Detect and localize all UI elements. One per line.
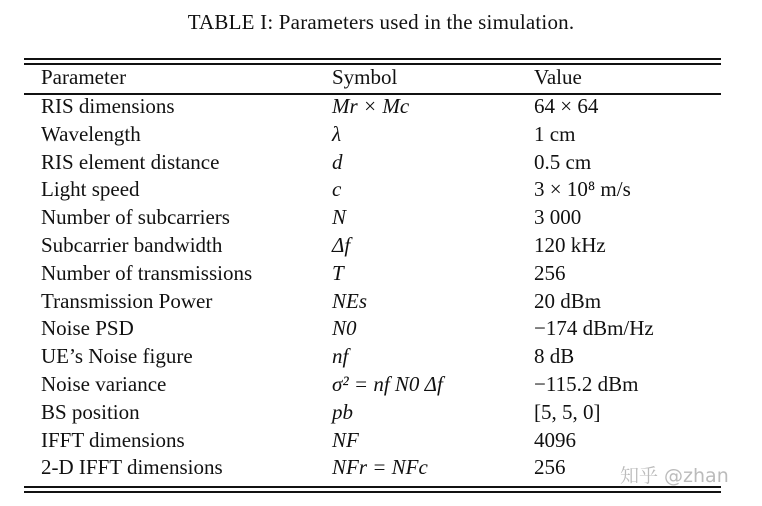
row-13-symbol: NF [332, 428, 359, 452]
row-9-parameter: Noise PSD [41, 316, 134, 340]
row-6-symbol: Δf [332, 233, 351, 257]
row-5-symbol: N [332, 205, 347, 229]
row-4-value: 3 × 10⁸ m/s [534, 177, 631, 201]
row-6-parameter: Subcarrier bandwidth [41, 233, 223, 257]
row-11-parameter: Noise variance [41, 372, 167, 396]
row-9-symbol: N0 [332, 316, 357, 340]
header-value: Value [534, 65, 582, 89]
watermark: 知乎 @zhan [620, 465, 729, 487]
row-2-parameter: Wavelength [41, 122, 141, 146]
row-13-parameter: IFFT dimensions [41, 428, 185, 452]
row-9-value: −174 dBm/Hz [534, 316, 654, 340]
row-10-symbol: nf [332, 344, 349, 368]
row-3-parameter: RIS element distance [41, 150, 220, 174]
table-caption: TABLE I: Parameters used in the simulation. [187, 10, 575, 34]
row-12-value: [5, 5, 0] [534, 400, 601, 424]
row-5-parameter: Number of subcarriers [41, 205, 230, 229]
row-6-value: 120 kHz [534, 233, 606, 257]
row-14-symbol: NFr = NFc [332, 455, 428, 479]
row-7-symbol: T [332, 261, 344, 285]
header-parameter: Parameter [41, 65, 127, 89]
row-5-value: 3 000 [534, 205, 582, 229]
row-8-value: 20 dBm [534, 289, 602, 313]
row-3-symbol: d [332, 150, 343, 174]
header-symbol: Symbol [332, 65, 398, 89]
row-13-value: 4096 [534, 428, 576, 452]
row-4-symbol: c [332, 177, 342, 201]
row-2-value: 1 cm [534, 122, 576, 146]
top-rule [24, 58, 721, 60]
row-10-value: 8 dB [534, 344, 575, 368]
row-7-value: 256 [534, 261, 566, 285]
row-12-parameter: BS position [41, 400, 140, 424]
row-8-symbol: NEs [332, 289, 368, 313]
row-1-parameter: RIS dimensions [41, 94, 175, 118]
bottom-rule-inner [24, 486, 721, 488]
row-1-symbol: Mr × Mc [332, 94, 410, 118]
row-10-parameter: UE’s Noise figure [41, 344, 193, 368]
row-4-parameter: Light speed [41, 177, 140, 201]
row-7-parameter: Number of transmissions [41, 261, 253, 285]
bottom-rule [24, 491, 721, 493]
row-12-symbol: pb [332, 400, 353, 424]
row-11-symbol: σ² = nf N0 Δf [332, 372, 443, 396]
row-2-symbol: λ [332, 122, 342, 146]
row-1-value: 64 × 64 [534, 94, 599, 118]
row-8-parameter: Transmission Power [41, 289, 213, 313]
row-3-value: 0.5 cm [534, 150, 592, 174]
row-14-value: 256 [534, 455, 566, 479]
row-11-value: −115.2 dBm [534, 372, 639, 396]
row-14-parameter: 2-D IFFT dimensions [41, 455, 223, 479]
